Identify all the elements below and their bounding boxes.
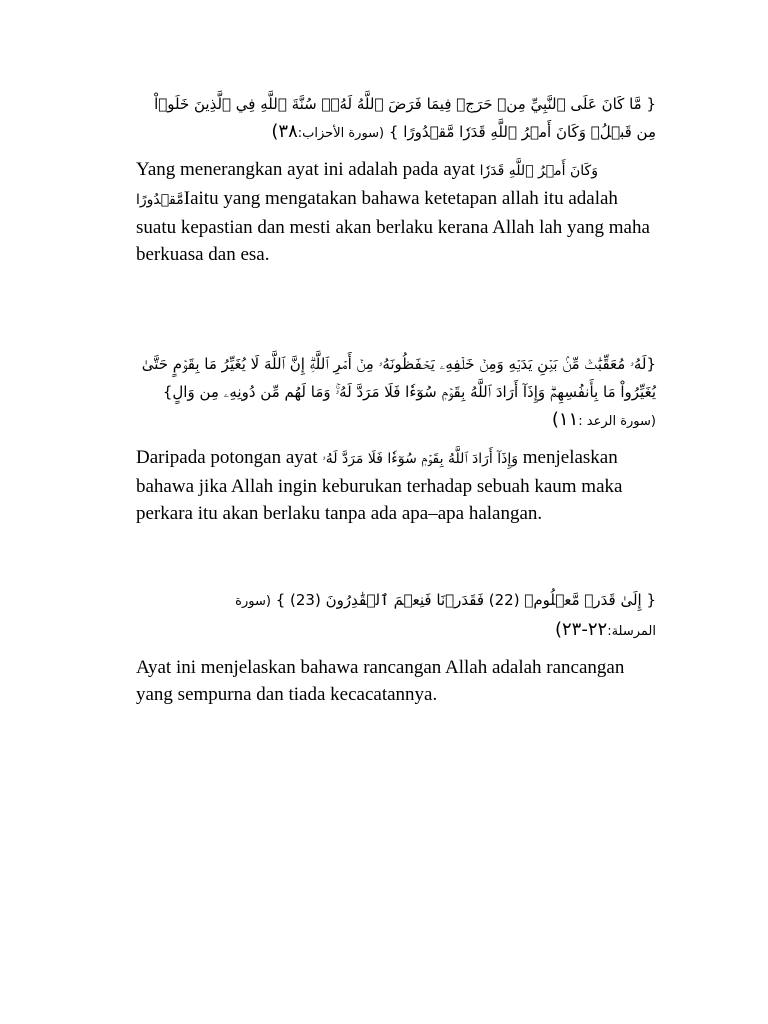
- paragraph-text-end: Iaitu yang mengatakan bahawa ketetapan allah itu adalah suatu kepastian dan mesti akan berlaku kerana Allah lah yang maha berkuasa dan esa.: [136, 188, 650, 265]
- quran-verse-text: { إِلَىٰ قَدَرٖ مَّعۡلُومٖ (22) فَقَدَرۡنَا فَنِعۡمَ ٱلۡقَٰدِرُونَ (23) }: [275, 591, 656, 609]
- inline-arabic-quote: وَكَانَ أَمۡرُ ٱللَّهِ قَدَرٗا مَّقۡدُورًا: [136, 163, 598, 208]
- quran-verse-block: [136, 586, 656, 646]
- explanation-paragraph: [136, 444, 656, 527]
- quran-verse-block: [136, 350, 656, 436]
- paragraph-text-end: menjelaskan bahawa jika Allah ingin keburukan terhadap sebuah kaum maka perkara itu akan berlaku tanpa ada apa–apa halangan.: [136, 447, 623, 524]
- verse-number: ٢٢-٢٣): [554, 619, 608, 640]
- quran-verse-text: {لَهُۥ مُعَقِّبَٰتٞ مِّنۢ بَيۡنِ يَدَيۡهِ وَمِنۡ خَلۡفِهِۦ يَحۡفَظُونَهُۥ مِنۡ أَمۡرِ ٱللَّهِۗ إِنَّ ٱللَّهَ لَا يُغَيِّرُ مَا بِقَوۡمٍ حَتَّىٰ يُغَيِّرُواْ مَا بِأَنفُسِهِمۡۗ وَإِذَآ أَرَادَ ٱللَّهُ بِقَوۡمٖ سُوٓءٗا فَلَا مَرَدَّ لَهُۥۚ وَمَا لَهُم مِّن دُونِهِۦ مِن وَالٍ}: [141, 355, 656, 401]
- paragraph-text-start: Yang menerangkan ayat ini adalah pada ayat: [136, 159, 480, 180]
- quran-verse-block: [136, 90, 656, 148]
- section-al-mursalat: [136, 586, 656, 708]
- surah-reference: (سورة الأحزاب:: [297, 126, 385, 141]
- section-ar-rad: [136, 350, 656, 527]
- verse-number: ١١): [551, 409, 579, 430]
- verse-number: ٣٨): [271, 121, 298, 142]
- section-al-ahzab: [136, 90, 656, 268]
- quran-verse-text: { مَّا كَانَ عَلَى ٱلنَّبِيِّ مِنۡ حَرَجٖ فِيمَا فَرَضَ ٱللَّهُ لَهُۥۖ سُنَّةَ ٱللَّهِ فِي ٱلَّذِينَ خَلَوۡاْ مِن قَبۡلُۚ وَكَانَ أَمۡرُ ٱللَّهِ قَدَرٗا مَّقۡدُورًا }: [154, 95, 656, 141]
- explanation-paragraph: [136, 156, 656, 268]
- paragraph-text-start: Daripada potongan ayat: [136, 447, 323, 468]
- surah-reference: (سورة المرسلة:: [235, 594, 656, 639]
- explanation-paragraph: [136, 654, 656, 708]
- surah-reference: (سورة الرعد :: [578, 414, 656, 429]
- paragraph-text: Ayat ini menjelaskan bahawa rancangan Allah adalah rancangan yang sempurna dan tiada kecacatannya.: [136, 657, 625, 705]
- inline-arabic-quote: وَإِذَآ أَرَادَ ٱللَّهُ بِقَوۡمٖ سُوٓءٗا فَلَا مَرَدَّ لَهُۥ: [322, 451, 519, 467]
